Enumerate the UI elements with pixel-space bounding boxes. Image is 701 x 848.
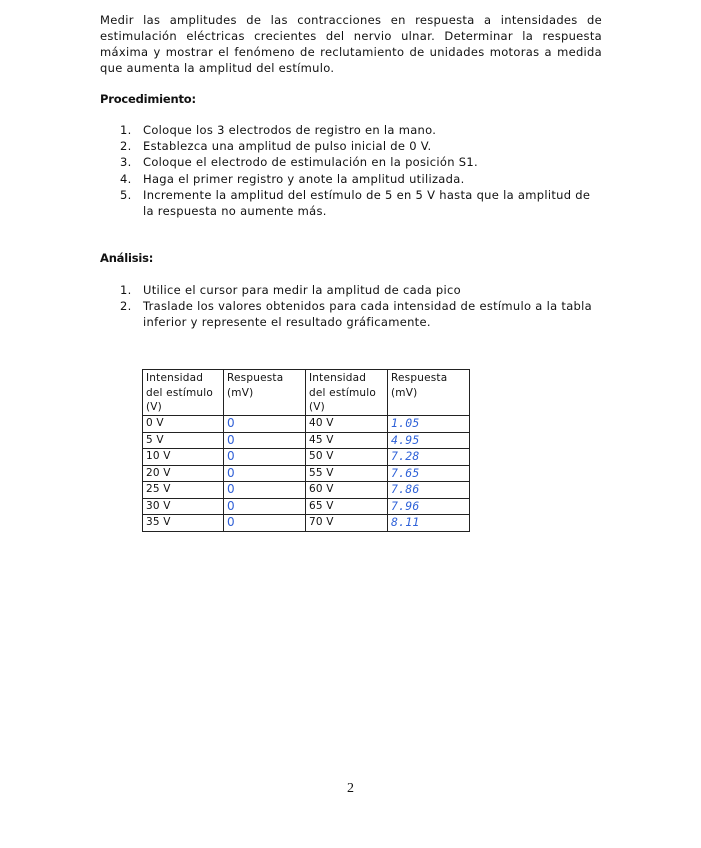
intensity-cell: 5 V — [143, 432, 224, 449]
table-row — [143, 515, 470, 532]
list-number: 2. — [120, 139, 132, 154]
table-row — [143, 482, 470, 499]
response-cell: 0 — [224, 416, 306, 433]
response-cell: 7.28 — [388, 449, 470, 466]
intensity-cell: 55 V — [306, 465, 388, 482]
list-text: Incremente la amplitud del estímulo de 5 en 5 V hasta que la amplitud de la respuesta no aumente más. — [143, 187, 591, 219]
table-row — [143, 465, 470, 482]
list-item — [100, 282, 600, 298]
intensity-cell: 30 V — [143, 498, 224, 515]
page-number: 2 — [347, 781, 354, 796]
intensity-cell: 50 V — [306, 449, 388, 466]
procedure-heading: Procedimiento: — [100, 92, 196, 106]
list-item — [100, 171, 600, 187]
table-row — [143, 432, 470, 449]
response-cell: 0 — [224, 515, 306, 532]
response-cell: 8.11 — [388, 515, 470, 532]
response-cell: 0 — [224, 449, 306, 466]
list-text: Traslade los valores obtenidos para cada intensidad de estímulo a la tabla inferior y represente el resultado gráficamente. — [143, 299, 592, 330]
list-number: 1. — [120, 123, 132, 137]
response-cell: 0 — [224, 498, 306, 515]
list-number: 2. — [120, 299, 132, 314]
response-cell: 0 — [224, 432, 306, 449]
header-intensity-2: Intensidad del estímulo (V) — [306, 370, 388, 416]
intensity-cell: 45 V — [306, 432, 388, 449]
table-row — [143, 498, 470, 515]
response-cell: 0 — [224, 465, 306, 482]
intensity-cell: 40 V — [306, 416, 388, 433]
intensity-cell: 65 V — [306, 498, 388, 515]
list-item — [100, 154, 600, 170]
list-item — [100, 122, 600, 138]
list-text: Utilice el cursor para medir la amplitud de cada pico — [143, 283, 461, 297]
intensity-cell: 35 V — [143, 515, 224, 532]
header-response-1: Respuesta (mV) — [224, 370, 306, 416]
objective-paragraph: Medir las amplitudes de las contracciones en respuesta a intensidades de estimulación eléctricas crecientes del nervio ulnar. Determinar la respuesta máxima y mostrar el fenómeno de reclutamiento de unidades motoras a medida que aumenta la amplitud del estímulo. — [100, 13, 602, 75]
analysis-heading: Análisis: — [100, 251, 154, 265]
response-cell: 7.96 — [388, 498, 470, 515]
response-cell: 0 — [224, 482, 306, 499]
intensity-cell: 20 V — [143, 465, 224, 482]
list-text: Coloque los 3 electrodos de registro en la mano. — [143, 123, 437, 137]
procedure-list — [100, 122, 600, 219]
intensity-cell: 25 V — [143, 482, 224, 499]
table-row — [143, 449, 470, 466]
list-number: 1. — [120, 283, 132, 297]
intensity-cell: 60 V — [306, 482, 388, 499]
response-cell: 4.95 — [388, 432, 470, 449]
list-item — [100, 187, 600, 219]
list-text: Establezca una amplitud de pulso inicial de 0 V. — [143, 139, 432, 154]
table-header-row — [143, 370, 470, 416]
response-cell: 7.65 — [388, 465, 470, 482]
list-number: 3. — [120, 155, 132, 170]
list-number: 4. — [120, 171, 132, 186]
list-number: 5. — [120, 187, 132, 202]
intensity-cell: 70 V — [306, 515, 388, 532]
list-text: Haga el primer registro y anote la amplitud utilizada. — [143, 171, 465, 186]
header-intensity-1: Intensidad del estímulo (V) — [143, 370, 224, 416]
response-cell: 1.05 — [388, 416, 470, 433]
intensity-cell: 10 V — [143, 449, 224, 466]
header-response-2: Respuesta (mV) — [388, 370, 470, 416]
response-cell: 7.86 — [388, 482, 470, 499]
list-item — [100, 298, 600, 330]
analysis-list — [100, 282, 600, 331]
intensity-cell: 0 V — [143, 416, 224, 433]
list-item — [100, 138, 600, 154]
results-table — [142, 369, 470, 532]
list-text: Coloque el electrodo de estimulación en la posición S1. — [143, 155, 478, 170]
table-row — [143, 416, 470, 433]
